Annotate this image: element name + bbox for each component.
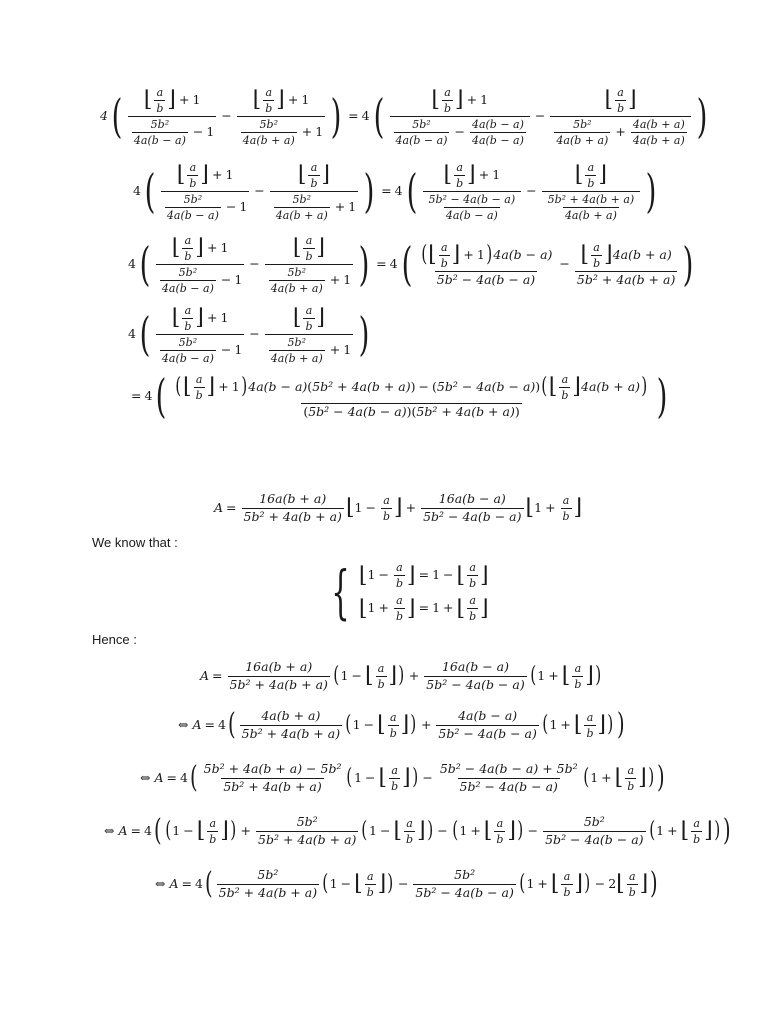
equation-A-definition: A = $\frac{16a(b + a)}{\text{5b² + 4a(b + a)}}$ ⌊ 1 − $\frac{a}{b}$ ⌋ + $\frac{16a(b - a)}{\text{5b² − 4a(b − a)}}$ ⌊ 1 + $\frac{a}{b}$ ⌋ xyxy=(214,488,582,528)
hence-text: Hence : xyxy=(92,632,137,647)
fraction: ⌊ $\frac{a}{b}$ ⌋ + 1 $\frac{\text{5b²}}{4a(b - a)}$ − 1 xyxy=(128,87,216,146)
coef: 4 xyxy=(100,107,108,123)
equation-line-4-lhs: 4 ( ⌊ $\frac{a}{b}$ ⌋ + 1 $\frac{\text{5b²}}{4a(b - a)}$ − 1 − ⌊ $\frac{a}{b}$ ⌋ $\frac{\text{5b²}}{4a(b + a)}$ + 1 ) xyxy=(128,302,373,366)
equation-hence-5: ⇔ A = 4 ( $\frac{\text{5b²}}{\text{5b² + 4a(b + a)}}$ ( 1 − ⌊ $\frac{a}{b}$ ⌋ ) − $\frac{\text{5b²}}{\text{5b² − 4a(b − a)}}$ ( 1 + ⌊ $\frac{a}{b}$ ⌋ ) − 2 ⌊ $\frac{a}{b}$ ⌋ ) xyxy=(155,861,660,907)
equation-line-1: 4 ( ⌊ $\frac{a}{b}$ ⌋ + 1 $\frac{\text{5b²}}{4a(b - a)}$ − 1 − ⌊ $\frac{a}{b}$ ⌋ + 1 $\frac{\text{5b²}}{4a(b + a)}$ + 1 ) = 4 ( ⌊ $\frac{a}{b}$ ⌋ + 1 $\frac{\text{5b²}}{4a(b - a)}$ − $\frac{4a(b - a)}{4a(b - a)}$ − ⌊ $\frac{a}{b}$ ⌋ $\frac{\text{5b²}}{4a(b + a)}$ + $\frac{4a(b + a)}{4a(b + a)}$ ) xyxy=(100,80,711,152)
equation-hence-3: ⇔ A = 4 ( $\frac{\text{5b² + 4a(b + a) − 5b²}}{\text{5b² + 4a(b + a)}}$ ( 1 − ⌊ $\frac{a}{b}$ ⌋ ) − $\frac{\text{5b² − 4a(b − a) + 5b²}}{\text{5b² − 4a(b − a)}}$ ( 1 + ⌊ $\frac{a}{b}$ ⌋ ) ) xyxy=(140,755,667,801)
we-know-text: We know that : xyxy=(92,535,178,550)
fraction: ⌊ $\frac{a}{b}$ ⌋ + 1 $\frac{\text{5b²}}{4a(b + a)}$ + 1 xyxy=(237,87,325,146)
equation-hence-4: ⇔ A = 4 ( ( 1 − ⌊ $\frac{a}{b}$ ⌋ ) + $\frac{\text{5b²}}{\text{5b² + 4a(b + a)}}$ ( 1 − ⌊ $\frac{a}{b}$ ⌋ ) − ( 1 + ⌊ $\frac{a}{b}$ ⌋ ) − $\frac{\text{5b²}}{\text{5b² − 4a(b − a)}}$ ( 1 + ⌊ $\frac{a}{b}$ ⌋ ) ) xyxy=(104,808,733,854)
equation-hence-2: ⇔ A = 4 ( $\frac{4a(b + a)}{\text{5b² + 4a(b + a)}}$ ( 1 − ⌊ $\frac{a}{b}$ ⌋ ) + $\frac{4a(b - a)}{\text{5b² − 4a(b − a)}}$ ( 1 + ⌊ $\frac{a}{b}$ ⌋ ) ) xyxy=(178,702,626,748)
left-paren: ( xyxy=(111,89,123,143)
floor-identity-system: { ⌊ 1 − $\frac{a}{b}$ ⌋ = 1 − ⌊ $\frac{a}{b}$ ⌋ ⌊ 1 + $\frac{a}{b}$ ⌋ = 1 + ⌊ $\frac{a}{b}$ ⌋ xyxy=(322,560,489,624)
equation-line-4-rhs: = 4 ( ( ⌊ $\frac{a}{b}$ ⌋ + 1 ) 4a(b − a) ( 5b² + 4a(b + a) ) − ( 5b² − 4a(b − a) ) ( ⌊ $\frac{a}{b}$ ⌋ 4a(b + a) ) ( 5b² − 4a(b − a) )( 5b² + 4a(b + a) ) ) xyxy=(128,366,671,426)
equation-line-2: 4 ( ⌊ $\frac{a}{b}$ ⌋ + 1 $\frac{\text{5b²}}{4a(b - a)}$ − 1 − ⌊ $\frac{a}{b}$ ⌋ $\frac{\text{5b²}}{4a(b + a)}$ + 1 ) = 4 ( ⌊ $\frac{a}{b}$ ⌋ + 1 $\frac{\text{5b² − 4a(b − a)}}{4a(b - a)}$ − ⌊ $\frac{a}{b}$ ⌋ $\frac{\text{5b² + 4a(b + a)}}{4a(b + a)}$ ) xyxy=(133,155,660,227)
equation-hence-1: A = $\frac{16a(b + a)}{\text{5b² + 4a(b + a)}}$ ( 1 − ⌊ $\frac{a}{b}$ ⌋ ) + $\frac{16a(b - a)}{\text{5b² − 4a(b − a)}}$ ( 1 + ⌊ $\frac{a}{b}$ ⌋ ) xyxy=(200,656,603,696)
equation-line-3: 4 ( ⌊ $\frac{a}{b}$ ⌋ + 1 $\frac{\text{5b²}}{4a(b - a)}$ − 1 − ⌊ $\frac{a}{b}$ ⌋ $\frac{\text{5b²}}{4a(b + a)}$ + 1 ) = 4 ( ( ⌊ $\frac{a}{b}$ ⌋ + 1 ) 4a(b − a) 5b² − 4a(b − a) − ⌊ $\frac{a}{b}$ ⌋ 4a(b + a) 5b² + 4a(b + a) ) xyxy=(128,228,697,300)
